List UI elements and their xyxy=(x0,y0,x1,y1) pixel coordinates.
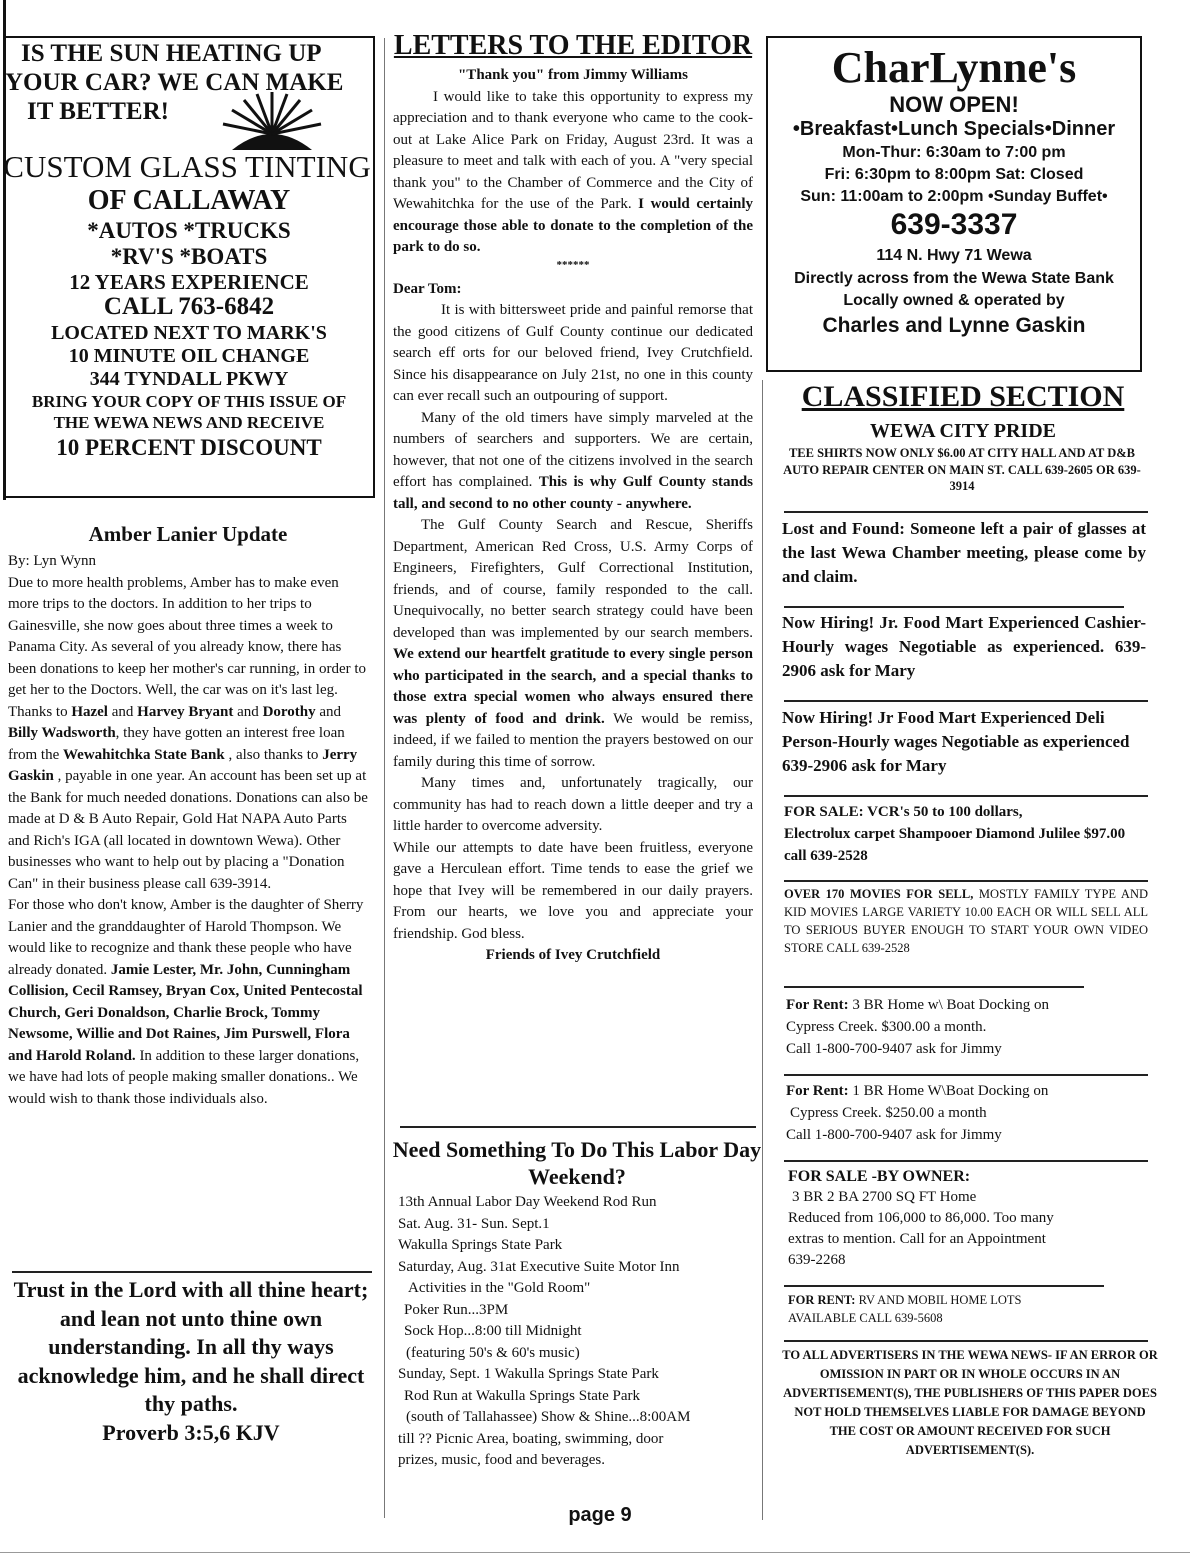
text: 3 BR Home w\ Boat Docking on xyxy=(852,997,1050,1013)
name: Jerry Gaskin xyxy=(8,746,358,784)
restaurant-name: CharLynne's xyxy=(831,43,1077,92)
labor-line: Sat. Aug. 31- Sun. Sept.1 xyxy=(398,1215,550,1232)
letters-body xyxy=(393,65,753,967)
name: Hazel xyxy=(71,703,108,720)
labor-line: (south of Tallahassee) Show & Shine...8:00AM xyxy=(406,1409,691,1425)
restaurant-phone: 639-3337 xyxy=(890,208,1018,241)
verse-reference: Proverb 3:5,6 KJV xyxy=(102,1419,280,1445)
for-sale-vcr xyxy=(784,801,1148,867)
labor-line: Sock Hop...8:00 till Midnight xyxy=(404,1323,582,1339)
emphasis: I would certainly encourage those able to donate to the completion of the park to do so. xyxy=(393,196,753,255)
ad-phone: CALL 763-6842 xyxy=(103,293,275,320)
letter-subtitle: "Thank you" from Jimmy Williams xyxy=(457,67,689,83)
hours-weekday: Mon-Thur: 6:30am to 7:00 pm xyxy=(842,144,1066,161)
classified-divider xyxy=(784,795,1148,797)
ad-line-address: 344 TYNDALL PKWY xyxy=(89,368,289,390)
labor-line: (featuring 50's & 60's music) xyxy=(406,1344,580,1361)
sale-line-3: extras to mention. Call for an Appointment xyxy=(788,1231,1046,1247)
bible-verse xyxy=(8,1276,374,1447)
labor-title: Need Something To Do This Labor Day Weekend? xyxy=(392,1137,762,1189)
labor-line: Rod Run at Wakulla Springs State Park xyxy=(404,1387,641,1404)
ad-line-vehicles: *AUTOS *TRUCKS xyxy=(87,218,291,243)
for-rent-3br xyxy=(786,994,1150,1060)
text: Many of the old timers have simply marveled at the numbers of searchers and supporters. We are certain, however, that not one of the citizens involved in the search effort has complained. xyxy=(393,409,753,490)
letter-2-p4: Many times and, unfortunately tragically, our community has had to reach down a little deeper and try a little harder to overcome adversity. xyxy=(393,775,753,834)
ad-discount: 10 PERCENT DISCOUNT xyxy=(56,435,322,460)
text: In addition to these larger donations, we have had lots of people making smaller donations.. We would wish to thank those individuals also. xyxy=(8,1047,360,1107)
labor-line: 13th Annual Labor Day Weekend Rod Run xyxy=(398,1194,657,1210)
restaurant-owned: Locally owned & operated by xyxy=(843,292,1065,309)
classified-divider xyxy=(784,1285,1104,1287)
movies-for-sale xyxy=(784,885,1148,957)
advertiser-disclaimer: TO ALL ADVERTISERS IN THE WEWA NEWS- IF AN ERROR OR OMISSION IN PART OR IN WHOLE OCCURS IN AN ADVERTISEMENT(S), THE PUBLISHERS OF THIS PAPER DOES NOT HOLD THEMSELVES LIABLE FOR DAMAGE BEYOND THE COST OR AMOUNT RECEIVED FOR SUCH ADVERTISEMENT(S). xyxy=(782,1348,1158,1457)
movies-body: MOSTLY FAMILY TYPE AND KID MOVIES LARGE VARIETY 10.00 EACH OR WILL SELL ALL TO SERIOUS BUYER ENOUGH TO START YOUR OWN VIDEO STORE CALL 639-2528 xyxy=(784,887,1149,955)
letter-2-p2 xyxy=(393,408,753,516)
sale-line-2: Reduced from 106,000 to 86,000. Too many xyxy=(788,1210,1054,1226)
hours-fri-sat: Fri: 6:30pm to 8:00pm Sat: Closed xyxy=(824,166,1084,183)
amber-paragraph-2 xyxy=(8,895,370,1110)
letter-1 xyxy=(393,87,753,259)
text: , also thanks to xyxy=(228,746,319,763)
emphasis: We extend our heartfelt gratitude to every single person who participated in the search, and a special thanks to those extra special women who always ensured there was plenty of food and drink. xyxy=(393,646,753,727)
name: Dorothy xyxy=(262,703,316,720)
charlynnes-ad xyxy=(766,36,1142,372)
amber-byline: By: Lyn Wynn xyxy=(8,553,96,569)
classified-divider xyxy=(784,1340,1148,1342)
verse-text: Trust in the Lord with all thine heart; and lean not unto thine own understanding. In all thy ways acknowledge him, and he shall direct thy paths. xyxy=(13,1277,369,1416)
amber-paragraph-1 xyxy=(8,573,370,896)
text: 1 BR Home W\Boat Docking on xyxy=(852,1083,1049,1099)
text: and xyxy=(319,703,342,720)
vcr-heading: FOR SALE: VCR's 50 to 100 dollars, xyxy=(784,804,1023,820)
footer-rule xyxy=(0,1552,1190,1553)
wewa-city-pride-title: WEWA CITY PRIDE xyxy=(870,420,1056,442)
name: Harvey Bryant xyxy=(137,703,234,720)
hours-sunday: Sun: 11:00am to 2:00pm •Sunday Buffet• xyxy=(800,188,1108,205)
ad-line-bring-copy: BRING YOUR COPY OF THIS ISSUE OF xyxy=(31,392,347,411)
movies-heading: OVER 170 MOVIES FOR SELL, xyxy=(784,887,974,901)
name: Billy Wadsworth xyxy=(8,725,116,741)
lost-and-found: Lost and Found: Someone left a pair of glasses at the last Wewa Chamber meeting, please come by and claim. xyxy=(782,519,1146,586)
labor-line: till ?? Picnic Area, boating, swimming, door xyxy=(398,1430,664,1447)
for-rent-lots xyxy=(788,1291,1152,1327)
ad-line-experience: 12 YEARS EXPERIENCE xyxy=(69,270,309,294)
labor-line: Poker Run...3PM xyxy=(404,1301,509,1318)
sale-heading: FOR SALE -BY OWNER: xyxy=(788,1168,971,1185)
page-number: page 9 xyxy=(568,1504,632,1526)
rent-3br-line-2: Cypress Creek. $300.00 a month. xyxy=(786,1019,987,1035)
text: and xyxy=(111,703,134,720)
labor-events xyxy=(398,1192,758,1472)
classified-divider xyxy=(784,1074,1148,1076)
classified-divider xyxy=(784,880,1148,882)
ad-line-wewa-news: THE WEWA NEWS AND RECEIVE xyxy=(53,413,325,432)
column-divider-right xyxy=(762,380,763,1520)
sale-line-4: 639-2268 xyxy=(788,1252,846,1268)
letter-2-p3 xyxy=(393,515,753,773)
classified-divider xyxy=(784,700,1148,702)
labor-line: Sunday, Sept. 1 Wakulla Springs State Park xyxy=(398,1366,659,1382)
letter-separator: ****** xyxy=(556,258,590,271)
ad-headline-2: YOUR CAR? WE CAN MAKE xyxy=(5,69,344,96)
text: Due to more health problems, Amber has to make even more trips to the doctors. In addition to her trips to Gainesville, she now goes about three times a week to Panama City. As several of you already know, there has been donations to keep her mother's car running, in order to get her to the Doctors. Well, the car was on it's last leg. Thanks to xyxy=(8,574,367,720)
verse-divider xyxy=(12,1271,372,1273)
text: and xyxy=(237,703,259,720)
ad-headline-1: IS THE SUN HEATING UP xyxy=(21,40,322,67)
restaurant-location: Directly across from the Wewa State Bank xyxy=(794,270,1114,287)
amber-article-title: Amber Lanier Update xyxy=(88,522,288,546)
classified-divider xyxy=(784,986,1084,988)
glass-tinting-ad xyxy=(3,36,375,498)
ad-line-oil-change: 10 MINUTE OIL CHANGE xyxy=(68,345,310,367)
hiring-cashier: Now Hiring! Jr. Food Mart Experienced Cashier-Hourly wages Negotiable as experienced. 639-2906 ask for Mary xyxy=(782,613,1146,680)
text: , they have gotten an interest free loan from the xyxy=(8,725,345,763)
for-sale-by-owner xyxy=(788,1166,1152,1271)
classified-divider xyxy=(784,1160,1148,1162)
ad-business-name-1: CUSTOM GLASS TINTING xyxy=(3,149,371,184)
classified-divider xyxy=(784,511,1148,513)
restaurant-address: 114 N. Hwy 71 Wewa xyxy=(876,247,1032,264)
now-open: NOW OPEN! xyxy=(889,92,1019,117)
ad-business-name-2: OF CALLAWAY xyxy=(87,185,291,216)
lots-line-2: AVAILABLE CALL 639-5608 xyxy=(788,1311,943,1325)
column-divider-left xyxy=(384,38,385,1518)
rent-3br-line-1 xyxy=(786,994,1150,1016)
rent-3br-line-3: Call 1-800-700-9407 ask for Jimmy xyxy=(786,1041,1002,1057)
lots-line-1 xyxy=(788,1291,1152,1309)
classified-divider xyxy=(784,606,1124,608)
heading: FOR RENT: xyxy=(788,1293,856,1307)
sale-line-1: 3 BR 2 BA 2700 SQ FT Home xyxy=(792,1189,977,1205)
meal-list: •Breakfast•Lunch Specials•Dinner xyxy=(792,118,1116,140)
ad-headline-3: IT BETTER! xyxy=(27,98,169,125)
text: , payable in one year. An account has been set up at the Bank for much needed donations. Donations can also be made at D & B Auto Repair, Gold Hat NAPA Auto Parts and Rich's IGA (all located in downtown Wewa). Other businesses who want to help out by placing a "Donation Can" in their business please call 639-3914. xyxy=(8,768,368,892)
name: Wewahitchka State Bank xyxy=(62,746,225,763)
amber-article-body xyxy=(8,551,370,1110)
hiring-deli: Now Hiring! Jr Food Mart Experienced Deli Person-Hourly wages Negotiable as experienced 639-2906 ask for Mary xyxy=(782,708,1130,775)
labor-line: Wakulla Springs State Park xyxy=(398,1237,563,1253)
labor-divider xyxy=(400,1126,756,1128)
letter-2-p5: While our attempts to date have been fruitless, everyone gave a Herculean effort. Time tends to ease the grief we hope that Ivey will be remembered in our daily prayers. From our hearts, we love you and appreciate your friendship. God bless. xyxy=(393,839,753,942)
rent-1br-line-3: Call 1-800-700-9407 ask for Jimmy xyxy=(786,1127,1002,1143)
text: We would be remiss, indeed, if we failed to mention the prayers bestowed on our family during this time of sorrow. xyxy=(393,710,754,770)
ad-line-location: LOCATED NEXT TO MARK'S xyxy=(51,322,327,344)
text: I would like to take this opportunity to express my appreciation and to thank everyone who came to the cook-out at Lake Alice Park on Friday, August 23rd. It was a pleasure to meet and talk with each of you. A "very special thank you" to the Chamber of Commerce and the City of Wewahitchka for the use of the Park. xyxy=(393,88,753,212)
donor-list: Jamie Lester, Mr. John, Cunningham Collision, Cecil Ramsey, Bryan Cox, United Pentecostal Church, Geri Donaldson, Charlie Brock, Tommy Newsome, Willie and Dot Raines, Jim Purswell, Flora and Harold Roland. xyxy=(8,961,363,1064)
letter-2-p1: It is with bittersweet pride and painful remorse that the good citizens of Gulf County continue our dedicated search eff orts for our beloved friend, Ivey Crutchfield. Since his disappearance on July 21st, no one in this county can ever recall such an outpouring of support. xyxy=(393,302,753,404)
text: The Gulf County Search and Rescue, Sheriffs Department, American Red Cross, U.S. Army Corps of Engineers, Firefighters, Gulf Correctional Institution, friends, and of course, family responded to the call. Unequivocally, no better search strategy could have been developed than was implemented by our search members. xyxy=(393,517,753,641)
letters-title: LETTERS TO THE EDITOR xyxy=(393,30,753,61)
restaurant-owners: Charles and Lynne Gaskin xyxy=(822,314,1086,337)
letter-salutation: Dear Tom: xyxy=(393,280,462,297)
labor-line: prizes, music, food and beverages. xyxy=(398,1452,606,1468)
text: For those who don't know, Amber is the daughter of Sherry Lanier and the granddaughter of Harold Thompson. We would like to recognize and thank these people who have already donated. xyxy=(8,897,364,978)
emphasis: This is why Gulf County stands tall, and second to no other county - anywhere. xyxy=(393,474,754,512)
heading: For Rent: xyxy=(786,1083,849,1099)
wewa-city-pride-text: TEE SHIRTS NOW ONLY $6.00 AT CITY HALL AND AT D&B AUTO REPAIR CENTER ON MAIN ST. CALL 639-2605 OR 639-3914 xyxy=(783,446,1141,493)
rent-1br-line-1 xyxy=(786,1080,1150,1102)
vcr-body: Electrolux carpet Shampooer Diamond Julilee $97.00 call 639-2528 xyxy=(784,826,1126,864)
letter-signoff: Friends of Ivey Crutchfield xyxy=(485,947,661,963)
ad-line-rv-boats: *RV'S *BOATS xyxy=(110,244,268,269)
rent-1br-line-2: Cypress Creek. $250.00 a month xyxy=(790,1105,987,1121)
classified-title: CLASSIFIED SECTION xyxy=(801,380,1125,413)
text: RV AND MOBIL HOME LOTS xyxy=(858,1293,1022,1307)
for-rent-1br xyxy=(786,1080,1150,1146)
labor-line: Saturday, Aug. 31at Executive Suite Motor Inn xyxy=(398,1258,680,1275)
heading: For Rent: xyxy=(786,997,849,1013)
labor-line: Activities in the "Gold Room" xyxy=(408,1280,591,1296)
